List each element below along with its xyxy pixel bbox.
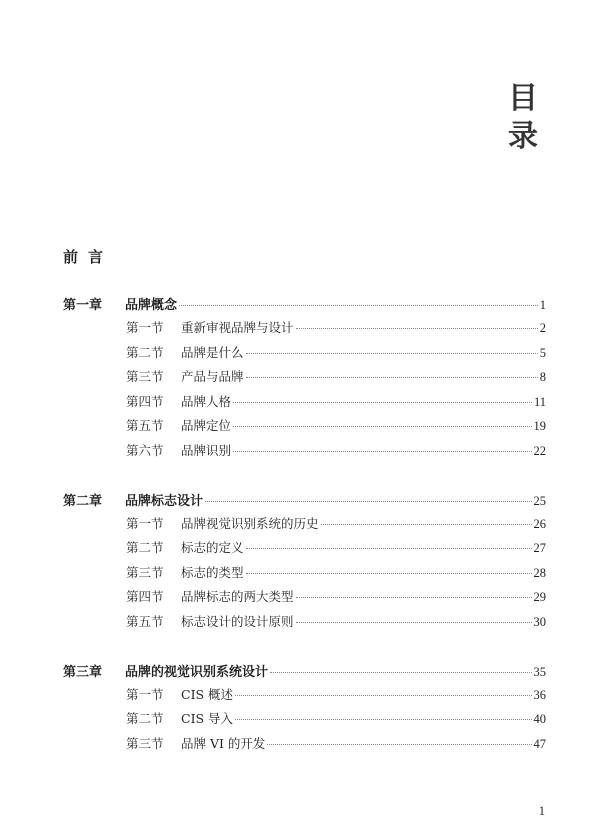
dot-leader — [205, 501, 531, 502]
chapter-row[interactable] — [63, 661, 546, 685]
chapter-title: 品牌的视觉识别系统设计 — [125, 664, 269, 680]
page-number: 8 — [539, 370, 546, 385]
section-label: 第二节 — [126, 711, 164, 727]
chapter-title: 品牌概念 — [125, 298, 178, 313]
section-row[interactable] — [63, 343, 546, 368]
section-title: CIS 导入 — [181, 711, 234, 727]
page-number: 2 — [539, 321, 546, 335]
page-number: 30 — [533, 614, 546, 629]
chapter-1 — [63, 294, 546, 466]
table-of-contents — [63, 294, 546, 758]
section-label: 第四节 — [126, 589, 164, 605]
page-number: 25 — [533, 493, 546, 508]
dot-leader — [235, 719, 531, 720]
section-label: 第一节 — [126, 320, 164, 335]
chapter-label: 第二章 — [63, 493, 103, 509]
section-label: 第二节 — [126, 540, 164, 556]
chapter-3 — [63, 661, 546, 759]
chapter-title: 品牌标志设计 — [125, 493, 204, 509]
chapter-label: 第一章 — [63, 298, 103, 313]
section-title: 标志的类型 — [181, 564, 244, 580]
section-label: 第三节 — [126, 564, 164, 580]
dot-leader — [246, 548, 532, 549]
section-label: 第六节 — [126, 442, 164, 458]
section-title: 品牌定位 — [181, 418, 232, 434]
dot-leader — [296, 622, 532, 623]
chapter-row[interactable] — [63, 490, 546, 514]
page-number: 1 — [539, 298, 546, 312]
preface-heading: 前言 — [63, 248, 114, 266]
section-row[interactable] — [63, 563, 546, 588]
section-label: 第五节 — [126, 613, 164, 629]
page-number: 35 — [533, 664, 546, 679]
dot-leader — [267, 744, 531, 745]
page-number: 47 — [533, 736, 546, 751]
section-row[interactable] — [63, 416, 546, 441]
section-label: 第三节 — [126, 735, 164, 751]
page-number: 11 — [533, 394, 546, 409]
section-row[interactable] — [63, 392, 546, 417]
section-row[interactable] — [63, 441, 546, 466]
section-title: 品牌识别 — [181, 442, 232, 458]
section-title: 标志设计的设计原则 — [181, 613, 294, 629]
dot-leader — [246, 353, 538, 354]
section-title: 品牌人格 — [181, 393, 232, 409]
section-row[interactable] — [63, 538, 546, 563]
dot-leader — [296, 597, 532, 598]
section-title: 标志的定义 — [181, 540, 244, 556]
dot-leader — [246, 377, 538, 378]
chapter-label: 第三章 — [63, 664, 103, 680]
dot-leader — [233, 451, 531, 452]
page-number: 36 — [533, 687, 546, 702]
dot-leader — [246, 573, 532, 574]
chapter-2 — [63, 490, 546, 637]
page-title: 目录 — [508, 81, 538, 154]
page-number: 19 — [533, 419, 546, 434]
section-title: 品牌 VI 的开发 — [181, 735, 266, 751]
page-number: 29 — [533, 590, 546, 605]
dot-leader — [270, 672, 531, 673]
section-row[interactable] — [63, 709, 546, 734]
section-title: 重新审视品牌与设计 — [181, 320, 294, 335]
section-row[interactable] — [63, 367, 546, 392]
dot-leader — [179, 305, 538, 306]
section-label: 第四节 — [126, 393, 164, 409]
section-row[interactable] — [63, 734, 546, 759]
section-row[interactable] — [63, 587, 546, 612]
section-row[interactable] — [63, 514, 546, 539]
section-label: 第一节 — [126, 686, 164, 702]
dot-leader — [235, 695, 531, 696]
section-title: 品牌是什么 — [181, 344, 244, 360]
dot-leader — [233, 426, 531, 427]
dot-leader — [296, 328, 538, 329]
section-label: 第一节 — [126, 515, 164, 531]
dot-leader — [321, 524, 532, 525]
page-number: 27 — [533, 541, 546, 556]
page-number: 5 — [539, 345, 546, 360]
section-row[interactable] — [63, 685, 546, 710]
section-title: 产品与品牌 — [181, 369, 244, 385]
section-label: 第三节 — [126, 369, 164, 385]
page-number: 22 — [533, 443, 546, 458]
page-number: 28 — [533, 565, 546, 580]
page-footer-number: 1 — [538, 804, 545, 818]
section-label: 第五节 — [126, 418, 164, 434]
page-number: 26 — [533, 516, 546, 531]
section-title: 品牌视觉识别系统的历史 — [181, 515, 319, 531]
chapter-row[interactable] — [63, 294, 546, 318]
section-title: 品牌标志的两大类型 — [181, 589, 294, 605]
section-label: 第二节 — [126, 344, 164, 360]
dot-leader — [233, 402, 532, 403]
section-row[interactable] — [63, 612, 546, 637]
page-number: 40 — [533, 712, 546, 727]
section-row[interactable] — [63, 318, 546, 343]
section-title: CIS 概述 — [181, 686, 234, 702]
